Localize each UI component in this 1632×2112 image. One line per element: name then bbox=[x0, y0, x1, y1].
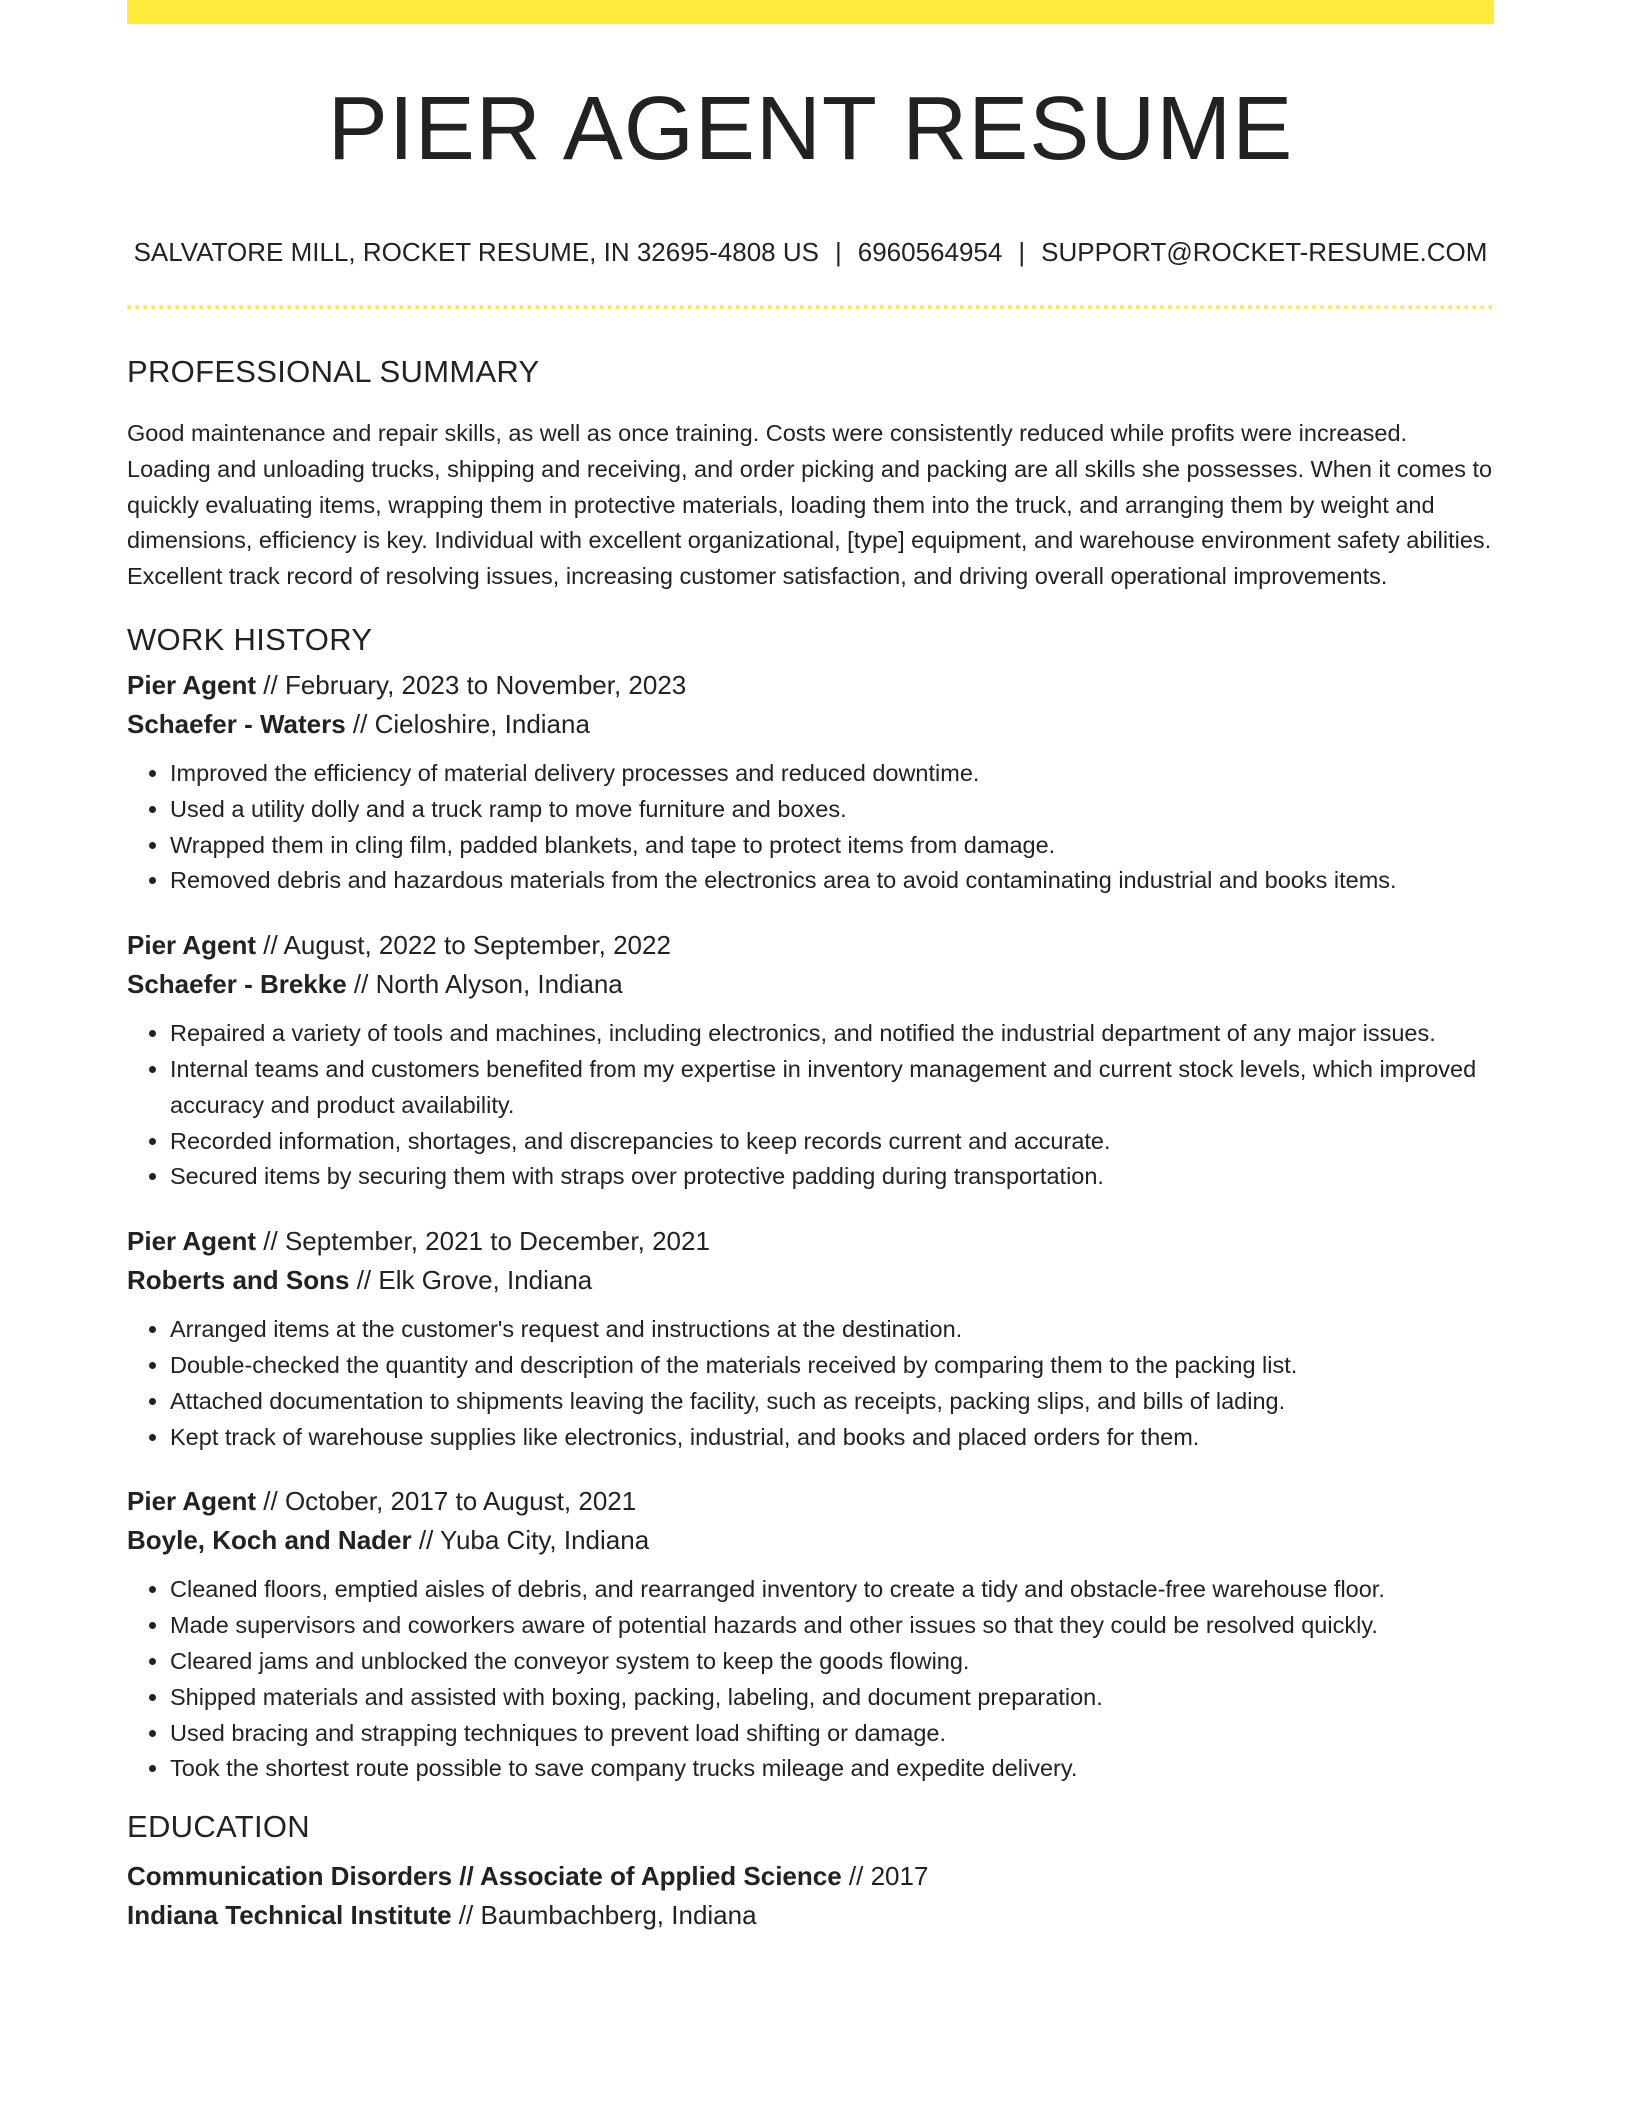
resume-title: PIER AGENT RESUME bbox=[327, 79, 1294, 179]
job-bullet: • Improved the efficiency of material delivery processes and reduced downtime. bbox=[170, 756, 1494, 792]
job-bullet: • Used bracing and strapping techniques to prevent load shifting or damage. bbox=[170, 1716, 1494, 1752]
job-bullet: • Made supervisors and coworkers aware of potential hazards and other issues so that they could be resolved quickly. bbox=[170, 1608, 1494, 1644]
job-location: // Cieloshire, Indiana bbox=[345, 708, 590, 739]
contact-line bbox=[127, 237, 1494, 268]
dotted-divider bbox=[127, 305, 1494, 309]
job-company: Schaefer - Waters bbox=[127, 708, 346, 739]
job-bullet: • Attached documentation to shipments leaving the facility, such as receipts, packing slips, and bills of lading. bbox=[170, 1384, 1494, 1420]
contact-separator: | bbox=[834, 237, 842, 267]
job-company-line bbox=[127, 1521, 1494, 1560]
accent-top-bar bbox=[127, 0, 1494, 24]
contact-separator: | bbox=[1018, 237, 1026, 267]
education-school-line bbox=[127, 1896, 1494, 1935]
job-company-line bbox=[127, 1261, 1494, 1300]
job-dates: // February, 2023 to November, 2023 bbox=[256, 669, 687, 700]
job-location: // North Alyson, Indiana bbox=[346, 969, 623, 1000]
job-company: Schaefer - Brekke bbox=[127, 969, 347, 1000]
job-title: Pier Agent bbox=[127, 1226, 257, 1257]
job-bullet: • Wrapped them in cling film, padded blankets, and tape to protect items from damage. bbox=[170, 828, 1494, 864]
job-bullets bbox=[127, 1016, 1494, 1195]
job-title-line bbox=[127, 1222, 1494, 1261]
job-title: Pier Agent bbox=[127, 1486, 257, 1517]
job-title-line bbox=[127, 666, 1494, 705]
education-degree: Communication Disorders // Associate of Applied Science bbox=[127, 1861, 842, 1892]
job-bullet: • Cleaned floors, emptied aisles of debris, and rearranged inventory to create a tidy and obstacle-free warehouse floor. bbox=[170, 1572, 1494, 1608]
job-bullet: • Recorded information, shortages, and discrepancies to keep records current and accurate. bbox=[170, 1124, 1494, 1160]
job-bullet: • Double-checked the quantity and description of the materials received by comparing them to the packing list. bbox=[170, 1348, 1494, 1384]
summary-text: Good maintenance and repair skills, as well as once training. Costs were consistently reduced while profits were increased. Loading and unloading trucks, shipping and receiving, and order picking and packing are all skills she possesses. When it comes to quickly evaluating items, wrapping them in protective materials, loading them into the truck, and arranging them by weight and dimensions, efficiency is key. Individual with excellent organizational, [type] equipment, and warehouse environment safety abilities. Excellent track record of resolving issues, increasing customer satisfaction, and driving overall operational improvements. bbox=[127, 420, 1493, 590]
job-title: Pier Agent bbox=[127, 669, 257, 700]
education-heading: EDUCATION bbox=[127, 1809, 310, 1845]
job-bullets bbox=[127, 1572, 1494, 1787]
job-entry bbox=[127, 1222, 1494, 1455]
education-degree-line bbox=[127, 1857, 1494, 1896]
job-bullet: • Used a utility dolly and a truck ramp to move furniture and boxes. bbox=[170, 792, 1494, 828]
job-bullet: • Shipped materials and assisted with boxing, packing, labeling, and document preparation. bbox=[170, 1680, 1494, 1716]
job-bullet: • Internal teams and customers benefited from my expertise in inventory management and current stock levels, which improved accuracy and product availability. bbox=[170, 1052, 1494, 1124]
job-bullet: • Took the shortest route possible to save company trucks mileage and expedite delivery. bbox=[170, 1751, 1494, 1787]
education-entry bbox=[127, 1857, 1494, 1935]
job-entry bbox=[127, 926, 1494, 1195]
resume-content bbox=[127, 354, 1494, 1935]
education-year: // 2017 bbox=[841, 1861, 929, 1892]
summary-heading: PROFESSIONAL SUMMARY bbox=[127, 354, 540, 389]
education-school: Indiana Technical Institute bbox=[127, 1900, 452, 1931]
job-bullets bbox=[127, 1312, 1494, 1455]
job-bullets bbox=[127, 756, 1494, 899]
contact-address: SALVATORE MILL, ROCKET RESUME, IN 32695-4808 US bbox=[133, 237, 819, 267]
work-history-heading: WORK HISTORY bbox=[127, 621, 373, 657]
job-company: Boyle, Koch and Nader bbox=[127, 1525, 412, 1556]
job-title: Pier Agent bbox=[127, 930, 257, 961]
job-dates: // October, 2017 to August, 2021 bbox=[256, 1486, 637, 1517]
job-title-line bbox=[127, 926, 1494, 965]
job-company-line bbox=[127, 705, 1494, 744]
job-title-line bbox=[127, 1482, 1494, 1521]
job-entry bbox=[127, 1482, 1494, 1787]
job-dates: // September, 2021 to December, 2021 bbox=[256, 1226, 710, 1257]
job-bullet: • Arranged items at the customer's request and instructions at the destination. bbox=[170, 1312, 1494, 1348]
job-location: // Yuba City, Indiana bbox=[411, 1525, 650, 1556]
job-company-line bbox=[127, 965, 1494, 1004]
education-location: // Baumbachberg, Indiana bbox=[451, 1900, 757, 1931]
contact-email: SUPPORT@ROCKET-RESUME.COM bbox=[1041, 237, 1488, 267]
contact-phone: 6960564954 bbox=[857, 237, 1003, 267]
job-company: Roberts and Sons bbox=[127, 1265, 350, 1296]
job-location: // Elk Grove, Indiana bbox=[349, 1265, 593, 1296]
job-bullet: • Cleared jams and unblocked the conveyor system to keep the goods flowing. bbox=[170, 1644, 1494, 1680]
job-bullet: • Removed debris and hazardous materials from the electronics area to avoid contaminating industrial and books items. bbox=[170, 863, 1494, 899]
job-bullet: • Repaired a variety of tools and machines, including electronics, and notified the industrial department of any major issues. bbox=[170, 1016, 1494, 1052]
job-entry bbox=[127, 666, 1494, 899]
job-bullet: • Kept track of warehouse supplies like electronics, industrial, and books and placed orders for them. bbox=[170, 1420, 1494, 1456]
job-dates: // August, 2022 to September, 2022 bbox=[256, 930, 671, 961]
job-bullet: • Secured items by securing them with straps over protective padding during transportation. bbox=[170, 1159, 1494, 1195]
